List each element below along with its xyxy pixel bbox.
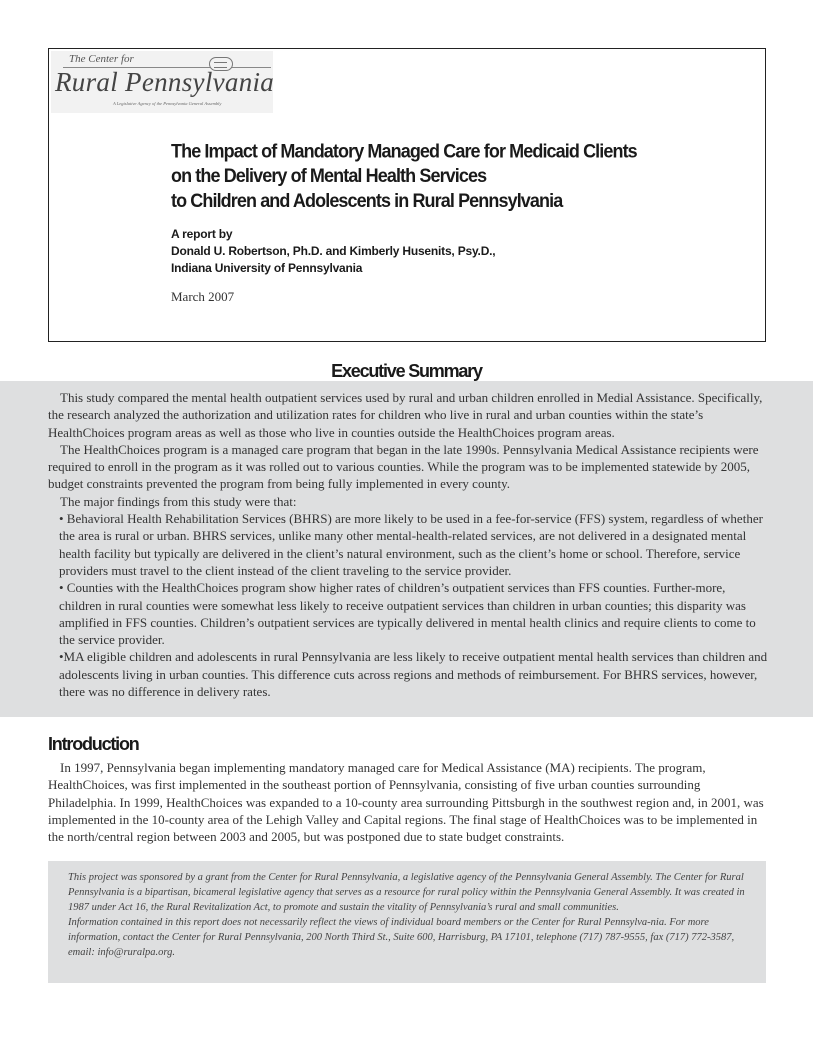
summary-paragraph: This study compared the mental health outpatient services used by rural and urban children enrolled in Medial Assistance. Specifically, the research analyzed the authorization and utilization rates for children who live in rural and urban counties within the state’s HealthChoices program areas as well as those who live in counties outside the HealthChoices program areas. — [48, 390, 763, 440]
introduction-body: In 1997, Pennsylvania began implementing mandatory managed care for Medical Assistance (MA) recipients. The program, HealthChoices, was first implemented in the southeast portion of Pennsylvania, consisting of five urban counties surrounding Philadelphia. In 1999, HealthChoices was expanded to a 10-county area surrounding Pittsburgh in the southwest region and, in 2001, was implemented in the 10-county area of the Lehigh Valley and Capital regions. The final stage of HealthChoices was to be implemented in the north/central region between 2003 and 2005, but was postponed due to state budget constraints. — [48, 760, 764, 845]
disclaimer-paragraph: Information contained in this report does not necessarily reflect the views of individual board members or the Center for Rural Pennsylva-nia. For more information, contact the Center for Rural Pennsylvania, 200 North Third St., Suite 600, Harrisburg, PA 17101, telephone (717) 787-9555, fax (717) 772-3587, email: info@ruralpa.org. — [68, 917, 735, 958]
sponsor-paragraph: This project was sponsored by a grant from the Center for Rural Pennsylvania, a legislative agency of the Pennsylvania General Assembly. The Center for Rural Pennsylvania is a bipartisan, bicameral legislative agency that serves as a resource for rural policy within the Pennsylvania General Assembly. It was created in 1987 under Act 16, the Rural Revitalization Act, to promote and sustain the vitality of Pennsylvania’s rural and small communities. — [68, 872, 745, 913]
summary-paragraph: The HealthChoices program is a managed care program that began in the late 1990s. Pennsylvania Medical Assistance recipients were required to enroll in the program as it was rolled out to various counties. While the program was to be implemented statewide by 2005, budget constraints prevented the program from being fully implemented in every county. — [48, 441, 759, 492]
title-line: The Impact of Mandatory Managed Care for Medicaid Clients — [171, 140, 637, 162]
introduction-heading: Introduction — [48, 734, 139, 754]
title-block — [171, 139, 731, 305]
byline-label: A report by — [171, 227, 233, 241]
byline-authors: Donald U. Robertson, Ph.D. and Kimberly Husenits, Psy.D., — [171, 244, 496, 258]
finding-item: • Counties with the HealthChoices program show higher rates of children’s outpatient services than FFS counties. Further-more, children in rural counties were somewhat less likely to receive outpatient services than children in urban counties; this disparity was amplified in FFS counties. Children’s outpatient services are typically delivered in mental health clinics and require clients to come to the service provider. — [59, 580, 756, 648]
byline-affiliation: Indiana University of Pennsylvania — [171, 261, 363, 275]
finding-item: • Behavioral Health Rehabilitation Services (BHRS) are more likely to be used in a fee-for-service (FFS) system, regardless of whether the area is rural or urban. BHRS services, unlike many other mental-health-related services, are not delivered in a designated mental health facility but typically are delivered in the client’s natural environment, such as the client’s home or school. Therefore, service providers must travel to the client instead of the client traveling to the service provider. — [59, 511, 763, 578]
title-line: on the Delivery of Mental Health Services — [171, 164, 487, 187]
executive-summary-body — [48, 389, 768, 700]
sponsor-note-text — [68, 870, 758, 960]
executive-summary-heading: Executive Summary — [331, 361, 482, 381]
logo-tagline: A Legislative Agency of the Pennsylvania General Assembly — [113, 101, 222, 106]
cover-box — [48, 48, 766, 342]
summary-paragraph: The major findings from this study were that: — [60, 493, 297, 509]
byline — [171, 226, 731, 277]
logo-line-1: The Center for — [69, 53, 134, 65]
title-line: to Children and Adolescents in Rural Pennsylvania — [171, 189, 563, 212]
report-title — [171, 139, 731, 214]
center-for-rural-pennsylvania-logo — [51, 51, 273, 113]
logo-line-2: Rural Pennsylvania — [55, 67, 275, 97]
finding-item: •MA eligible children and adolescents in rural Pennsylvania are less likely to receive outpatient mental health services than children and adolescents living in urban counties. This difference cuts across regions and methods of reimbursement. For BHRS services, however, there was no difference in delivery rates. — [59, 649, 768, 700]
report-date: March 2007 — [171, 289, 235, 304]
sponsor-note-box — [48, 861, 766, 983]
